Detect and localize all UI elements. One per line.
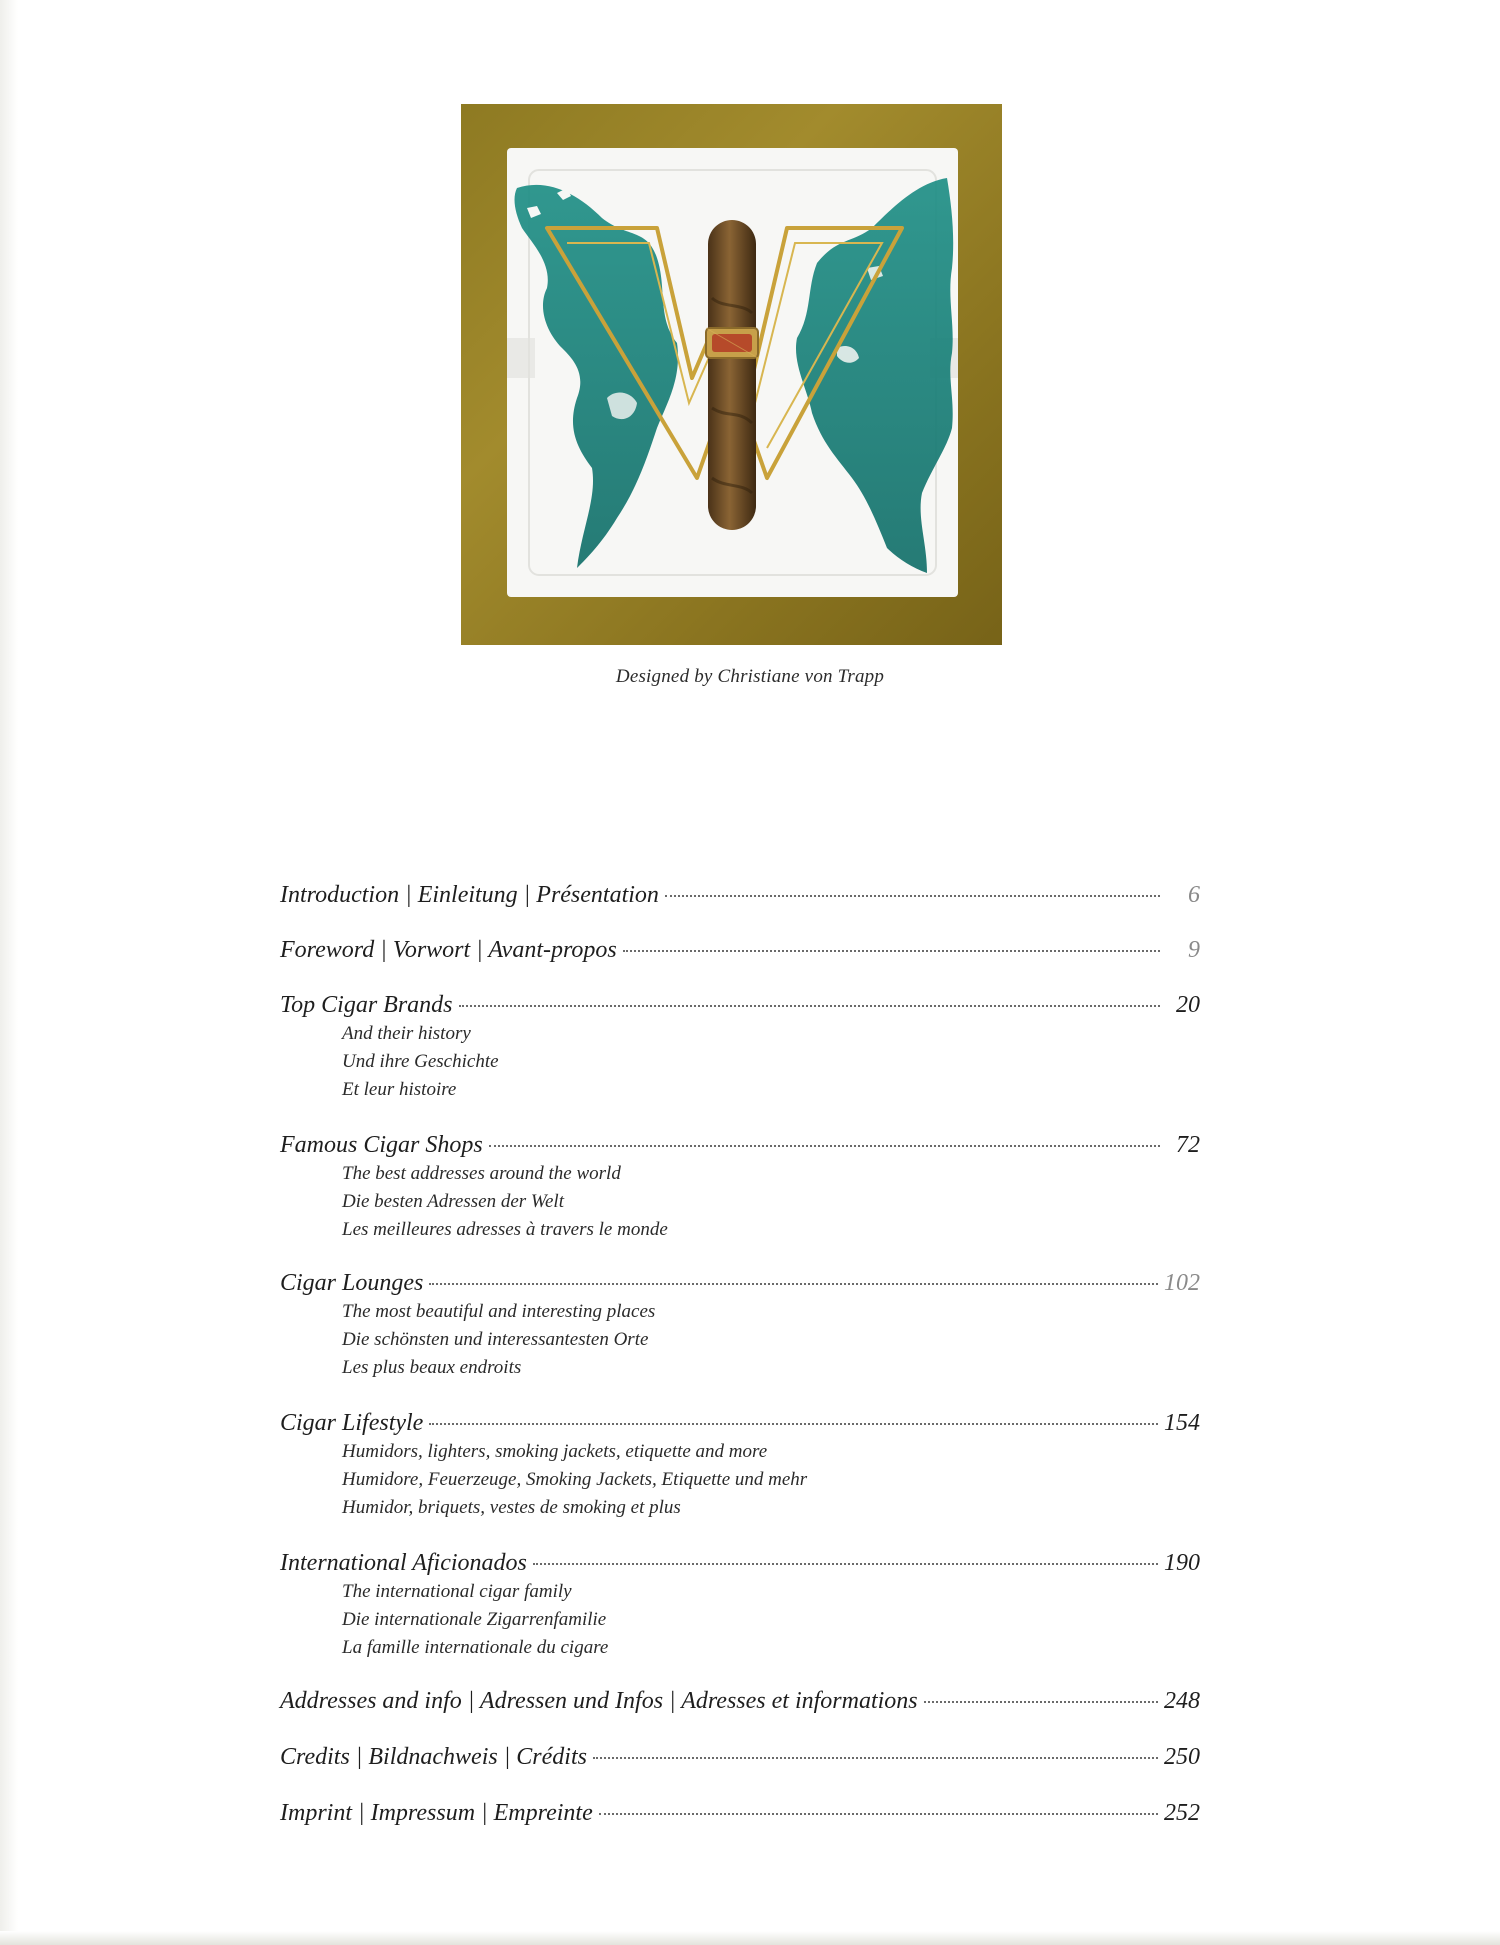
toc-entry [280, 1268, 1200, 1382]
toc-title: Introduction | Einleitung | Présentation [280, 882, 659, 908]
toc-line [280, 1408, 1200, 1438]
toc-line [280, 880, 1200, 910]
toc-entry [280, 1548, 1200, 1662]
toc-dot-leader [459, 1005, 1161, 1007]
ashtray-image [461, 104, 1002, 645]
toc-title: International Aficionados [280, 1550, 527, 1576]
toc-title: Credits | Bildnachweis | Crédits [280, 1744, 587, 1770]
toc-subtitle: Die besten Adressen der Welt [342, 1191, 564, 1212]
toc-dot-leader [665, 895, 1160, 897]
toc-title: Foreword | Vorwort | Avant-propos [280, 937, 617, 963]
toc-subtitle: The most beautiful and interesting places [342, 1301, 656, 1322]
toc-dot-leader [593, 1757, 1158, 1759]
toc-page-number: 250 [1164, 1744, 1200, 1770]
toc-title: Famous Cigar Shops [280, 1132, 483, 1158]
toc-line [280, 990, 1200, 1020]
toc-line [280, 1548, 1200, 1578]
toc-line [280, 1268, 1200, 1298]
toc-dot-leader [599, 1813, 1158, 1815]
toc-dot-leader [489, 1145, 1160, 1147]
toc-title: Cigar Lifestyle [280, 1410, 424, 1436]
toc-page-number: 102 [1164, 1270, 1200, 1296]
toc-subtitle: Les plus beaux endroits [342, 1357, 522, 1378]
toc-page-number: 20 [1176, 992, 1200, 1018]
toc-line [280, 1742, 1200, 1772]
toc-entry [280, 1130, 1200, 1244]
toc-dot-leader [429, 1423, 1158, 1425]
toc-subtitle: Die schönsten und interessantesten Orte [342, 1329, 649, 1350]
toc-page-number: 72 [1176, 1132, 1200, 1158]
image-caption: Designed by Christiane von Trapp [615, 666, 885, 687]
toc-line [280, 1130, 1200, 1160]
toc-entry [280, 935, 1200, 965]
toc-subtitle: Humidore, Feuerzeuge, Smoking Jackets, Etiquette und mehr [342, 1469, 808, 1490]
cigar [708, 220, 756, 530]
toc-entry [280, 1798, 1200, 1828]
toc-dot-leader [533, 1563, 1158, 1565]
toc-dot-leader [924, 1701, 1158, 1703]
page-edge-shadow [0, 0, 18, 1945]
toc-page-number: 154 [1164, 1410, 1200, 1436]
toc-page-number: 9 [1188, 937, 1200, 963]
toc-entry [280, 1686, 1200, 1716]
ashtray-world-map-cigar-icon [507, 148, 958, 597]
toc-page-number: 248 [1164, 1688, 1200, 1714]
toc-line [280, 1686, 1200, 1716]
toc-entry [280, 990, 1200, 1104]
toc-subtitle: The international cigar family [342, 1581, 572, 1602]
toc-subtitle: Les meilleures adresses à travers le monde [342, 1219, 668, 1240]
right-map-wing [796, 178, 953, 573]
toc-subtitle: Die internationale Zigarrenfamilie [342, 1609, 607, 1630]
toc-entry [280, 880, 1200, 910]
toc-dot-leader [623, 950, 1160, 952]
toc-page-number: 252 [1164, 1800, 1200, 1826]
toc-subtitle: The best addresses around the world [342, 1163, 621, 1184]
toc-title: Imprint | Impressum | Empreinte [280, 1800, 593, 1826]
page-bottom-shadow [0, 1931, 1500, 1945]
toc-subtitle: La famille internationale du cigare [342, 1637, 609, 1658]
ashtray-bowl [507, 148, 958, 597]
toc-entry [280, 1742, 1200, 1772]
toc-title: Top Cigar Brands [280, 992, 453, 1018]
toc-subtitle: And their history [342, 1023, 471, 1044]
toc-page-number: 6 [1188, 882, 1200, 908]
toc-line [280, 935, 1200, 965]
toc-page-number: 190 [1164, 1550, 1200, 1576]
toc-subtitle: Und ihre Geschichte [342, 1051, 499, 1072]
toc-subtitle: Et leur histoire [342, 1079, 457, 1100]
toc-subtitle: Humidor, briquets, vestes de smoking et plus [342, 1497, 681, 1518]
toc-title: Cigar Lounges [280, 1270, 424, 1296]
toc-entry [280, 1408, 1200, 1522]
toc-title: Addresses and info | Adressen und Infos | Adresses et informations [280, 1688, 918, 1714]
toc-subtitle: Humidors, lighters, smoking jackets, etiquette and more [342, 1441, 768, 1462]
toc-line [280, 1798, 1200, 1828]
toc-dot-leader [429, 1283, 1158, 1285]
